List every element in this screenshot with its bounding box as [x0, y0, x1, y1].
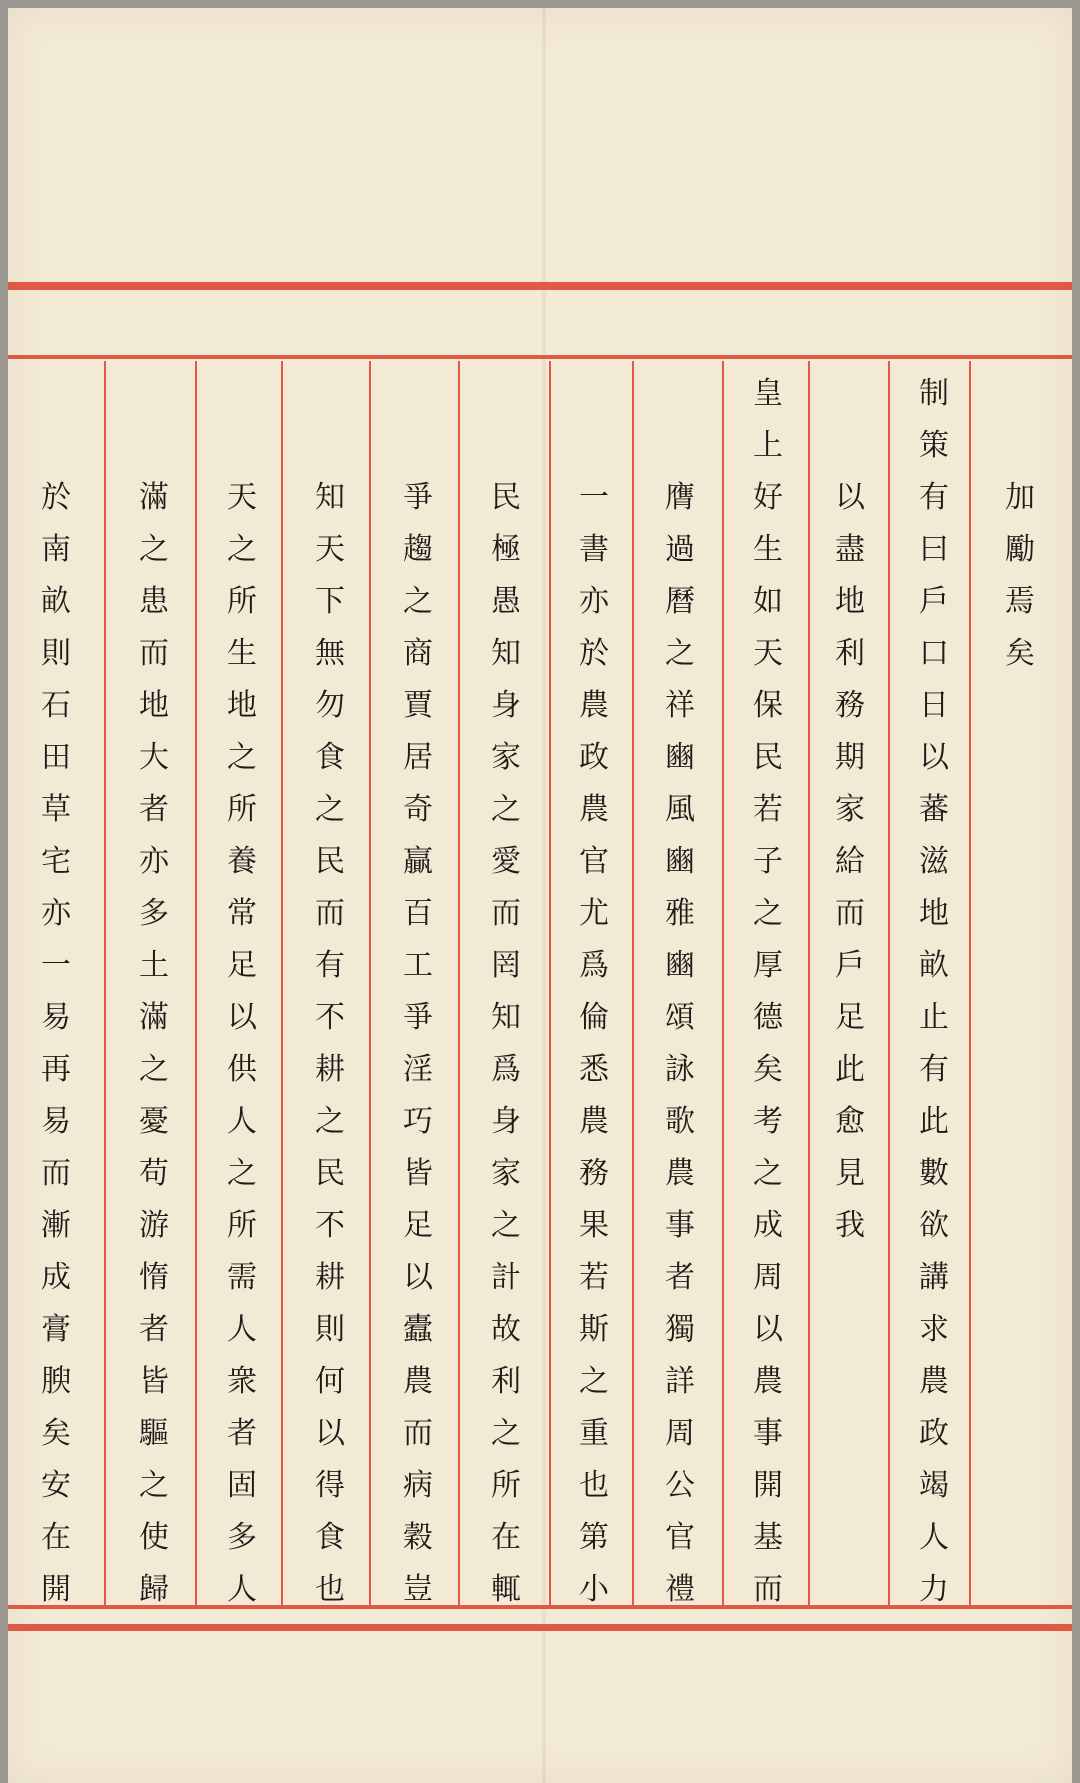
text-char: 日 — [919, 688, 949, 723]
text-char: 於 — [579, 636, 609, 671]
text-char: 商 — [403, 636, 433, 671]
text-char: 考 — [753, 1104, 783, 1139]
text-char: 以 — [919, 740, 949, 775]
text-char: 地 — [139, 688, 169, 723]
text-column-5 — [650, 368, 710, 1616]
text-char: 賈 — [403, 688, 433, 723]
text-char: 矣 — [1005, 636, 1035, 671]
text-char: 蕃 — [919, 792, 949, 827]
text-char: 我 — [835, 1208, 865, 1243]
text-char: 以 — [403, 1260, 433, 1295]
text-char: 風 — [665, 792, 695, 827]
text-char: 勵 — [1005, 532, 1035, 567]
text-column-7 — [476, 368, 536, 1616]
text-char: 勿 — [315, 688, 345, 723]
column-indent — [124, 368, 184, 420]
text-char: 滿 — [139, 480, 169, 515]
column-indent — [476, 368, 536, 420]
text-char: 尤 — [579, 896, 609, 931]
text-char: 膺 — [665, 480, 695, 515]
text-char: 耕 — [315, 1052, 345, 1087]
column-indent — [564, 420, 624, 472]
text-char: 官 — [665, 1520, 695, 1555]
text-char: 地 — [227, 688, 257, 723]
text-char: 者 — [227, 1416, 257, 1451]
text-char: 之 — [139, 532, 169, 567]
text-char: 南 — [41, 532, 71, 567]
text-char: 天 — [753, 636, 783, 671]
text-char: 而 — [753, 1572, 783, 1607]
column-rule — [808, 361, 810, 1609]
text-char: 家 — [491, 740, 521, 775]
text-char: 給 — [835, 844, 865, 879]
column-indent — [212, 368, 272, 420]
text-char: 得 — [315, 1468, 345, 1503]
text-char: 雅 — [665, 896, 695, 931]
text-column-1 — [990, 368, 1050, 680]
text-char: 巧 — [403, 1104, 433, 1139]
text-char: 之 — [315, 792, 345, 827]
text-char: 務 — [579, 1156, 609, 1191]
book-fold — [541, 8, 547, 1783]
text-char: 務 — [835, 688, 865, 723]
text-column-4 — [738, 368, 798, 1616]
text-char: 豈 — [403, 1572, 433, 1607]
text-char: 農 — [665, 1156, 695, 1191]
text-char: 以 — [835, 480, 865, 515]
text-char: 工 — [403, 948, 433, 983]
text-char: 利 — [835, 636, 865, 671]
text-char: 此 — [835, 1052, 865, 1087]
text-char: 淫 — [403, 1052, 433, 1087]
text-char: 畝 — [41, 584, 71, 619]
text-char: 周 — [753, 1260, 783, 1295]
text-char: 安 — [41, 1468, 71, 1503]
column-indent — [564, 368, 624, 420]
text-char: 事 — [753, 1416, 783, 1451]
text-char: 有 — [919, 480, 949, 515]
text-char: 獨 — [665, 1312, 695, 1347]
text-char: 滋 — [919, 844, 949, 879]
text-char: 豳 — [665, 740, 695, 775]
text-char: 果 — [579, 1208, 609, 1243]
text-char: 之 — [491, 1208, 521, 1243]
text-char: 者 — [139, 1312, 169, 1347]
text-char: 皇 — [753, 376, 783, 411]
text-char: 上 — [753, 428, 783, 463]
text-char: 知 — [491, 1000, 521, 1035]
manuscript-page — [8, 8, 1072, 1783]
text-char: 戶 — [919, 584, 949, 619]
text-char: 罔 — [491, 948, 521, 983]
text-char: 蠹 — [403, 1312, 433, 1347]
text-char: 漸 — [41, 1208, 71, 1243]
text-char: 愈 — [835, 1104, 865, 1139]
text-char: 倫 — [579, 1000, 609, 1035]
text-char: 輒 — [491, 1572, 521, 1607]
text-char: 愛 — [491, 844, 521, 879]
text-char: 膏 — [41, 1312, 71, 1347]
column-indent — [990, 368, 1050, 420]
text-char: 易 — [41, 1000, 71, 1035]
text-char: 民 — [315, 844, 345, 879]
text-char: 亦 — [579, 584, 609, 619]
column-rule — [281, 361, 283, 1609]
text-char: 一 — [579, 480, 609, 515]
text-char: 衆 — [227, 1364, 257, 1399]
column-indent — [388, 420, 448, 472]
text-column-10 — [212, 368, 272, 1616]
text-char: 策 — [919, 428, 949, 463]
text-char: 在 — [491, 1520, 521, 1555]
text-char: 利 — [491, 1364, 521, 1399]
column-rule — [369, 361, 371, 1609]
text-char: 爭 — [403, 1000, 433, 1035]
column-indent — [300, 368, 360, 420]
text-char: 地 — [919, 896, 949, 931]
text-char: 以 — [753, 1312, 783, 1347]
text-char: 禮 — [665, 1572, 695, 1607]
text-char: 石 — [41, 688, 71, 723]
text-char: 需 — [227, 1260, 257, 1295]
text-char: 加 — [1005, 480, 1035, 515]
text-char: 以 — [227, 1000, 257, 1035]
text-char: 於 — [41, 480, 71, 515]
text-char: 穀 — [403, 1520, 433, 1555]
text-char: 詳 — [665, 1364, 695, 1399]
text-char: 止 — [919, 1000, 949, 1035]
text-char: 歸 — [139, 1572, 169, 1607]
text-char: 田 — [41, 740, 71, 775]
text-char: 也 — [315, 1572, 345, 1607]
text-column-12 — [26, 368, 86, 1616]
column-rule — [104, 361, 106, 1609]
text-column-9 — [300, 368, 360, 1616]
text-char: 滿 — [139, 1000, 169, 1035]
text-char: 德 — [753, 1000, 783, 1035]
text-char: 亦 — [41, 896, 71, 931]
text-char: 家 — [835, 792, 865, 827]
text-char: 而 — [139, 636, 169, 671]
text-char: 歌 — [665, 1104, 695, 1139]
text-char: 養 — [227, 844, 257, 879]
text-char: 事 — [665, 1208, 695, 1243]
text-char: 不 — [315, 1208, 345, 1243]
text-char: 而 — [315, 896, 345, 931]
text-char: 基 — [753, 1520, 783, 1555]
text-char: 身 — [491, 688, 521, 723]
text-char: 爲 — [491, 1052, 521, 1087]
bottom-border-thick — [8, 1624, 1072, 1631]
text-char: 見 — [835, 1156, 865, 1191]
text-char: 憂 — [139, 1104, 169, 1139]
text-char: 成 — [753, 1208, 783, 1243]
text-char: 計 — [491, 1260, 521, 1295]
text-char: 之 — [227, 740, 257, 775]
text-char: 數 — [919, 1156, 949, 1191]
text-char: 之 — [753, 896, 783, 931]
column-indent — [212, 420, 272, 472]
text-char: 食 — [315, 1520, 345, 1555]
text-char: 過 — [665, 532, 695, 567]
text-char: 足 — [403, 1208, 433, 1243]
top-border-thick — [8, 282, 1072, 290]
text-char: 厚 — [753, 948, 783, 983]
text-char: 也 — [579, 1468, 609, 1503]
text-char: 詠 — [665, 1052, 695, 1087]
text-char: 矣 — [753, 1052, 783, 1087]
text-char: 知 — [491, 636, 521, 671]
text-char: 患 — [139, 584, 169, 619]
text-char: 下 — [315, 584, 345, 619]
text-char: 所 — [227, 792, 257, 827]
text-char: 之 — [579, 1364, 609, 1399]
text-char: 農 — [919, 1364, 949, 1399]
text-char: 好 — [753, 480, 783, 515]
text-char: 足 — [835, 1000, 865, 1035]
text-char: 腴 — [41, 1364, 71, 1399]
text-char: 而 — [835, 896, 865, 931]
text-column-11 — [124, 368, 184, 1616]
text-char: 居 — [403, 740, 433, 775]
text-char: 耕 — [315, 1260, 345, 1295]
text-char: 書 — [579, 532, 609, 567]
text-char: 若 — [753, 792, 783, 827]
column-rule — [458, 361, 460, 1609]
text-char: 爭 — [403, 480, 433, 515]
text-char: 則 — [315, 1312, 345, 1347]
text-char: 常 — [227, 896, 257, 931]
text-char: 盡 — [835, 532, 865, 567]
column-indent — [476, 420, 536, 472]
text-char: 子 — [753, 844, 783, 879]
text-char: 之 — [491, 792, 521, 827]
text-char: 固 — [227, 1468, 257, 1503]
text-char: 而 — [41, 1156, 71, 1191]
text-char: 人 — [227, 1312, 257, 1347]
text-char: 悉 — [579, 1052, 609, 1087]
text-char: 開 — [753, 1468, 783, 1503]
text-char: 之 — [139, 1468, 169, 1503]
column-indent — [820, 368, 880, 420]
text-char: 天 — [227, 480, 257, 515]
text-char: 政 — [919, 1416, 949, 1451]
text-char: 天 — [315, 532, 345, 567]
text-char: 如 — [753, 584, 783, 619]
text-char: 有 — [315, 948, 345, 983]
text-char: 贏 — [403, 844, 433, 879]
text-char: 者 — [665, 1260, 695, 1295]
text-char: 在 — [41, 1520, 71, 1555]
column-indent — [650, 368, 710, 420]
text-char: 豳 — [665, 844, 695, 879]
text-char: 曆 — [665, 584, 695, 619]
text-char: 生 — [753, 532, 783, 567]
column-rule — [195, 361, 197, 1609]
text-char: 官 — [579, 844, 609, 879]
text-char: 農 — [403, 1364, 433, 1399]
text-char: 之 — [139, 1052, 169, 1087]
text-char: 亦 — [139, 844, 169, 879]
column-indent — [820, 420, 880, 472]
text-char: 畝 — [919, 948, 949, 983]
column-indent — [300, 420, 360, 472]
text-char: 民 — [753, 740, 783, 775]
top-border-thin — [8, 355, 1072, 359]
text-char: 皆 — [403, 1156, 433, 1191]
column-rule — [632, 361, 634, 1609]
text-char: 則 — [41, 636, 71, 671]
text-char: 供 — [227, 1052, 257, 1087]
text-char: 之 — [315, 1104, 345, 1139]
text-char: 戶 — [835, 948, 865, 983]
text-char: 惰 — [139, 1260, 169, 1295]
text-char: 知 — [315, 480, 345, 515]
text-char: 人 — [227, 1572, 257, 1607]
text-char: 大 — [139, 740, 169, 775]
text-char: 力 — [919, 1572, 949, 1607]
text-char: 開 — [41, 1572, 71, 1607]
text-char: 第 — [579, 1520, 609, 1555]
text-char: 驅 — [139, 1416, 169, 1451]
column-indent — [990, 420, 1050, 472]
text-char: 家 — [491, 1156, 521, 1191]
text-char: 百 — [403, 896, 433, 931]
text-char: 草 — [41, 792, 71, 827]
text-char: 若 — [579, 1260, 609, 1295]
text-char: 民 — [315, 1156, 345, 1191]
text-char: 豳 — [665, 948, 695, 983]
column-indent — [124, 420, 184, 472]
text-char: 矣 — [41, 1416, 71, 1451]
column-rule — [888, 361, 890, 1609]
text-char: 爲 — [579, 948, 609, 983]
text-char: 易 — [41, 1104, 71, 1139]
text-char: 多 — [139, 896, 169, 931]
text-char: 斯 — [579, 1312, 609, 1347]
text-char: 不 — [315, 1000, 345, 1035]
text-char: 民 — [491, 480, 521, 515]
column-indent — [388, 368, 448, 420]
text-char: 所 — [491, 1468, 521, 1503]
text-char: 求 — [919, 1312, 949, 1347]
column-rule — [722, 361, 724, 1609]
text-char: 地 — [835, 584, 865, 619]
text-char: 竭 — [919, 1468, 949, 1503]
text-char: 一 — [41, 948, 71, 983]
text-char: 焉 — [1005, 584, 1035, 619]
text-char: 宅 — [41, 844, 71, 879]
text-char: 極 — [491, 532, 521, 567]
text-column-8 — [388, 368, 448, 1616]
text-char: 愚 — [491, 584, 521, 619]
text-char: 周 — [665, 1416, 695, 1451]
text-char: 農 — [579, 688, 609, 723]
text-char: 病 — [403, 1468, 433, 1503]
text-char: 再 — [41, 1052, 71, 1087]
column-rule — [969, 361, 971, 1609]
text-column-2 — [904, 368, 964, 1616]
text-char: 祥 — [665, 688, 695, 723]
text-char: 生 — [227, 636, 257, 671]
text-char: 身 — [491, 1104, 521, 1139]
text-char: 人 — [919, 1520, 949, 1555]
text-char: 所 — [227, 1208, 257, 1243]
text-char: 故 — [491, 1312, 521, 1347]
text-char: 保 — [753, 688, 783, 723]
column-indent — [650, 420, 710, 472]
text-char: 農 — [579, 792, 609, 827]
text-column-6 — [564, 368, 624, 1616]
text-char: 而 — [403, 1416, 433, 1451]
text-char: 農 — [753, 1364, 783, 1399]
text-column-3 — [820, 368, 880, 1252]
text-char: 何 — [315, 1364, 345, 1399]
text-char: 奇 — [403, 792, 433, 827]
text-char: 之 — [227, 1156, 257, 1191]
text-char: 講 — [919, 1260, 949, 1295]
text-char: 頌 — [665, 1000, 695, 1035]
text-char: 政 — [579, 740, 609, 775]
text-char: 足 — [227, 948, 257, 983]
column-rule — [549, 361, 551, 1609]
text-char: 苟 — [139, 1156, 169, 1191]
text-char: 口 — [919, 636, 949, 671]
text-char: 土 — [139, 948, 169, 983]
text-char: 食 — [315, 740, 345, 775]
text-char: 所 — [227, 584, 257, 619]
text-char: 以 — [315, 1416, 345, 1451]
text-char: 人 — [227, 1104, 257, 1139]
text-char: 期 — [835, 740, 865, 775]
text-char: 使 — [139, 1520, 169, 1555]
text-char: 此 — [919, 1104, 949, 1139]
text-char: 有 — [919, 1052, 949, 1087]
text-char: 多 — [227, 1520, 257, 1555]
text-char: 制 — [919, 376, 949, 411]
text-char: 公 — [665, 1468, 695, 1503]
text-char: 之 — [491, 1416, 521, 1451]
text-char: 趨 — [403, 532, 433, 567]
text-char: 成 — [41, 1260, 71, 1295]
text-char: 之 — [403, 584, 433, 619]
text-char: 者 — [139, 792, 169, 827]
text-char: 小 — [579, 1572, 609, 1607]
text-char: 之 — [665, 636, 695, 671]
text-char: 曰 — [919, 532, 949, 567]
text-char: 之 — [227, 532, 257, 567]
text-char: 農 — [579, 1104, 609, 1139]
column-indent — [26, 420, 86, 472]
text-char: 而 — [491, 896, 521, 931]
text-char: 之 — [753, 1156, 783, 1191]
text-char: 皆 — [139, 1364, 169, 1399]
text-char: 重 — [579, 1416, 609, 1451]
column-indent — [26, 368, 86, 420]
text-char: 欲 — [919, 1208, 949, 1243]
text-char: 游 — [139, 1208, 169, 1243]
text-char: 無 — [315, 636, 345, 671]
